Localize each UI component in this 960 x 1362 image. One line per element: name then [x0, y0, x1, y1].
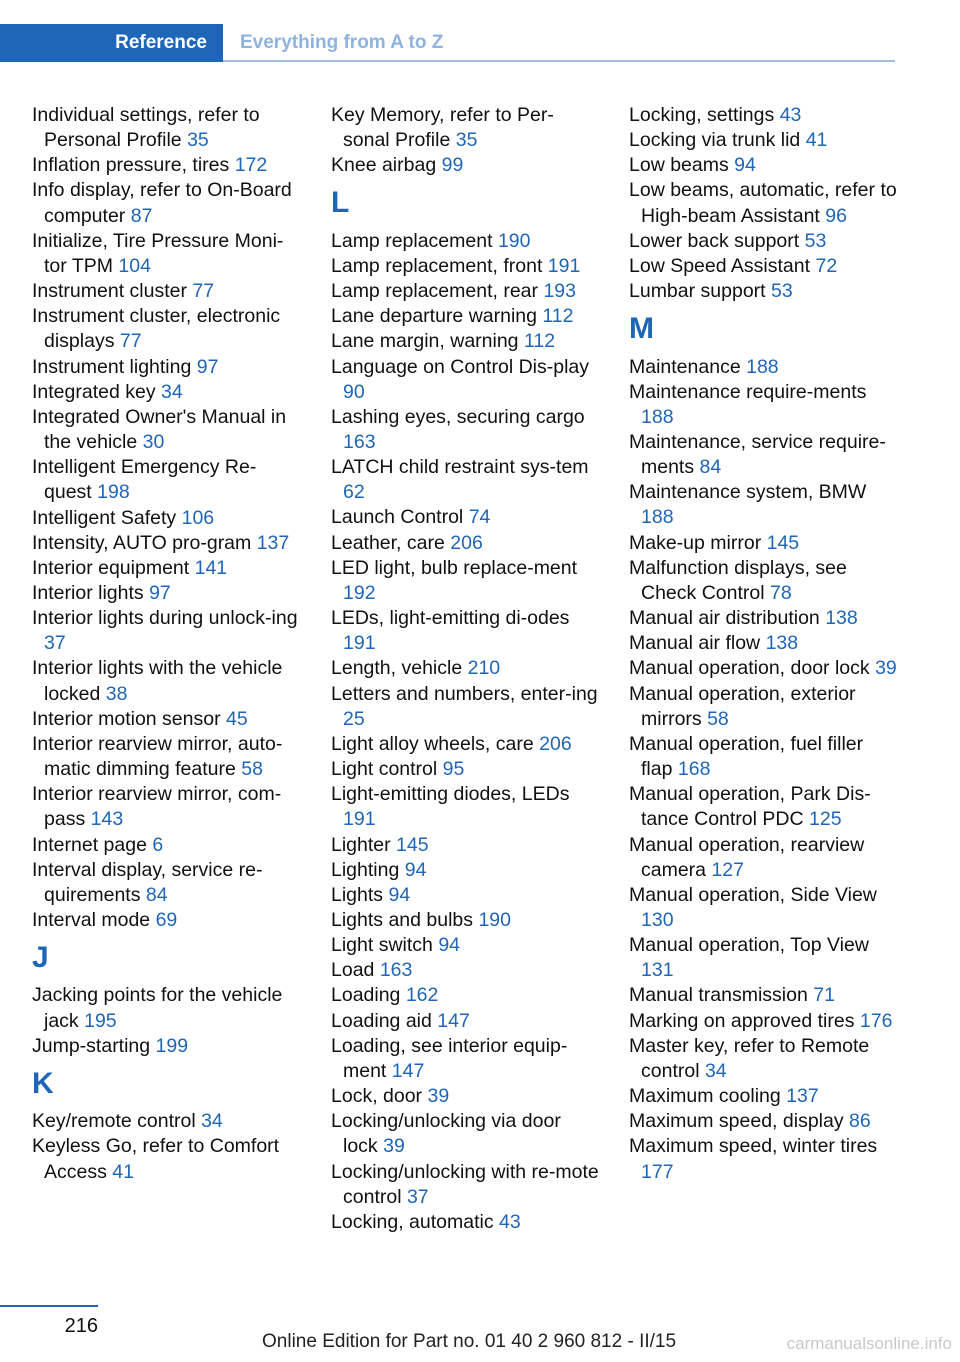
- index-term: Key/remote control: [32, 1110, 196, 1133]
- index-term: Interior lights with the vehicle locked: [32, 657, 283, 705]
- index-term: Interior motion sensor: [32, 707, 221, 730]
- chapter-tab: [240, 24, 443, 62]
- index-term: Inflation pressure, tires: [32, 154, 230, 177]
- page-reference-link[interactable]: 210: [467, 657, 501, 680]
- index-entry: [331, 279, 599, 304]
- index-term: Loading aid: [331, 1009, 432, 1032]
- index-term: Language on Control Dis-play: [331, 355, 589, 378]
- index-term: Instrument lighting: [32, 355, 192, 378]
- index-term: Interior rearview mirror, auto-matic dimming feature: [32, 732, 283, 781]
- page-reference-link[interactable]: 72: [815, 254, 838, 277]
- index-entry: [32, 833, 300, 858]
- index-entry: [32, 1134, 300, 1184]
- index-term: Lamp replacement: [331, 229, 493, 252]
- page-reference-link[interactable]: 195: [84, 1009, 117, 1032]
- index-term: Lane margin, warning: [331, 330, 519, 353]
- page-reference-link[interactable]: 34: [201, 1110, 223, 1133]
- index-term: Manual operation, rearview camera: [629, 833, 865, 881]
- index-term: Interior equipment: [32, 556, 190, 579]
- index-entry: [331, 405, 599, 455]
- page-reference-link[interactable]: 191: [343, 808, 376, 831]
- index-entry: [629, 983, 897, 1008]
- index-entry: [331, 1160, 599, 1210]
- index-entry: [629, 355, 897, 380]
- index-entry: [32, 405, 300, 455]
- index-column-2: [331, 103, 599, 1235]
- page-reference-link[interactable]: 206: [539, 732, 572, 755]
- index-entry: [629, 1109, 897, 1134]
- page-reference-link[interactable]: 163: [343, 431, 376, 454]
- page-reference-link[interactable]: 69: [155, 909, 178, 931]
- index-entry: [331, 229, 599, 254]
- page-reference-link[interactable]: 125: [809, 808, 842, 831]
- index-entry: [32, 229, 300, 279]
- index-term: Manual operation, Top View: [629, 934, 869, 957]
- index-entry: [331, 153, 599, 178]
- index-entry: [331, 606, 599, 656]
- index-entry: [331, 682, 599, 732]
- page-reference-link[interactable]: 71: [813, 984, 835, 1007]
- page-reference-link[interactable]: 35: [187, 129, 209, 152]
- page-reference-link[interactable]: 37: [44, 632, 66, 655]
- watermark: carmanualsonline.info: [786, 1334, 952, 1353]
- section-tab: [0, 24, 223, 62]
- index-term: Malfunction displays, see Check Control: [629, 556, 847, 604]
- chapter-label: Everything from A to Z: [240, 32, 444, 53]
- index-term: Low Speed Assistant: [629, 254, 811, 277]
- index-entry: [629, 556, 897, 606]
- index-entry: [331, 1034, 599, 1084]
- index-term: Lashing eyes, securing cargo: [331, 405, 585, 428]
- index-term: Lights and bulbs: [331, 908, 474, 931]
- index-term: Leather, care: [331, 531, 445, 554]
- index-entry: [629, 606, 897, 631]
- index-term: Locking, automatic: [331, 1210, 494, 1233]
- index-entry: [32, 455, 300, 505]
- page-reference-link[interactable]: 199: [155, 1034, 189, 1057]
- index-term: Locking, settings: [629, 104, 775, 126]
- index-entry: [629, 833, 897, 883]
- page-header: [0, 24, 895, 62]
- index-column-1: [32, 103, 300, 1185]
- index-column-3: [629, 103, 897, 1185]
- page-reference-link[interactable]: 37: [406, 1185, 429, 1208]
- page-reference-link[interactable]: 34: [161, 380, 183, 403]
- page-reference-link[interactable]: 86: [849, 1110, 871, 1133]
- index-entry: [629, 430, 897, 480]
- index-term: Manual transmission: [629, 984, 808, 1007]
- index-term: Maintenance: [629, 355, 741, 378]
- page-reference-link[interactable]: 141: [194, 556, 228, 579]
- index-term: Length, vehicle: [331, 657, 463, 680]
- page-reference-link[interactable]: 147: [391, 1059, 425, 1082]
- index-term: Maximum speed, display: [629, 1110, 844, 1133]
- index-entry: [32, 153, 300, 178]
- page-reference-link[interactable]: 90: [343, 380, 365, 403]
- page-reference-link[interactable]: 130: [641, 908, 674, 931]
- index-entry: [32, 581, 300, 606]
- page-reference-link[interactable]: 6: [152, 833, 164, 856]
- index-entry: [32, 656, 300, 706]
- page-reference-link[interactable]: 131: [641, 959, 674, 982]
- index-term: Low beams: [629, 154, 729, 177]
- index-entry: [629, 682, 897, 732]
- index-entry: [331, 858, 599, 883]
- page-reference-link[interactable]: 168: [677, 758, 711, 781]
- index-entry: [32, 279, 300, 304]
- index-entry: [331, 656, 599, 681]
- page-reference-link[interactable]: 198: [97, 481, 130, 504]
- page-reference-link[interactable]: 43: [779, 104, 802, 126]
- page-reference-link[interactable]: 39: [875, 657, 897, 680]
- page-reference-link[interactable]: 53: [771, 280, 793, 303]
- index-entry: [331, 556, 599, 606]
- page-reference-link[interactable]: 96: [825, 204, 847, 227]
- index-entry: [32, 178, 300, 228]
- index-term: Manual operation, exterior mirrors: [629, 682, 856, 730]
- index-term: Lock, door: [331, 1085, 423, 1108]
- index-term: Initialize, Tire Pressure Moni-tor TPM: [32, 229, 284, 277]
- page-reference-link[interactable]: 176: [859, 1009, 893, 1032]
- index-term: Lighter: [331, 833, 391, 856]
- page-reference-link[interactable]: 145: [766, 531, 800, 554]
- index-entry: [629, 279, 897, 304]
- index-entry: [32, 531, 300, 556]
- index-term: Maintenance, service require-ments: [629, 431, 886, 479]
- page-reference-link[interactable]: 97: [149, 581, 171, 604]
- index-entry: [32, 908, 300, 933]
- index-entry: [32, 380, 300, 405]
- index-entry: [331, 933, 599, 958]
- page-reference-link[interactable]: 30: [142, 431, 165, 454]
- index-term: Interior lights during unlock-ing: [32, 607, 298, 630]
- index-entry: [331, 983, 599, 1008]
- page-reference-link[interactable]: 84: [145, 883, 168, 906]
- page-reference-link[interactable]: 206: [450, 531, 483, 554]
- index-entry: [331, 833, 599, 858]
- edition-note: Online Edition for Part no. 01 40 2 960 812 - II/15: [262, 1331, 677, 1352]
- index-term: LATCH child restraint sys-tem: [331, 456, 589, 479]
- index-entry: [629, 1134, 897, 1184]
- page-reference-link[interactable]: 193: [543, 280, 576, 303]
- index-term: Intensity, AUTO pro-gram: [32, 531, 252, 554]
- index-entry: [331, 1109, 599, 1159]
- index-entry: [32, 707, 300, 732]
- index-term: Lane departure warning: [331, 305, 537, 328]
- index-entry: [32, 1109, 300, 1134]
- page-reference-link[interactable]: 25: [343, 707, 365, 730]
- page-reference-link[interactable]: 43: [499, 1210, 521, 1233]
- index-term: Make-up mirror: [629, 531, 762, 554]
- index-entry: [331, 958, 599, 983]
- index-term: Interval display, service re-quirements: [32, 858, 263, 906]
- index-term: Master key, refer to Remote control: [629, 1034, 870, 1082]
- index-term: Light control: [331, 758, 438, 781]
- page-reference-link[interactable]: 38: [105, 682, 128, 705]
- page-reference-link[interactable]: 99: [441, 154, 464, 177]
- page-reference-link[interactable]: 58: [707, 707, 729, 730]
- page-reference-link[interactable]: 137: [786, 1085, 819, 1108]
- index-letter-heading: M: [629, 312, 654, 346]
- index-entry: [629, 178, 897, 228]
- index-entry: [331, 757, 599, 782]
- index-term: LED light, bulb replace-ment: [331, 556, 578, 579]
- index-entry: [629, 103, 897, 128]
- page-reference-link[interactable]: 87: [130, 204, 153, 227]
- header-divider: [223, 60, 895, 62]
- index-term: Launch Control: [331, 506, 464, 529]
- index-term: Interior lights: [32, 581, 144, 604]
- index-letter-heading: L: [331, 186, 350, 220]
- index-term: Key Memory, refer to Per-sonal Profile: [331, 104, 554, 152]
- page-reference-link[interactable]: 34: [704, 1059, 727, 1082]
- index-entry: [32, 506, 300, 531]
- page-reference-link[interactable]: 77: [192, 280, 215, 303]
- page-reference-link[interactable]: 147: [437, 1009, 470, 1032]
- index-term: Integrated Owner's Manual in the vehicle: [32, 405, 287, 454]
- index-term: Info display, refer to On-Board computer: [32, 179, 292, 227]
- index-term: Lamp replacement, rear: [331, 280, 539, 303]
- index-term: Manual air distribution: [629, 607, 820, 630]
- page-reference-link[interactable]: 190: [478, 908, 511, 931]
- section-label: Reference: [115, 32, 207, 53]
- page-reference-link[interactable]: 162: [405, 984, 439, 1007]
- page-reference-link[interactable]: 39: [383, 1135, 405, 1158]
- page-reference-link[interactable]: 188: [746, 355, 779, 378]
- page-reference-link[interactable]: 163: [379, 959, 413, 982]
- index-entry: [331, 1084, 599, 1109]
- index-term: Light alloy wheels, care: [331, 732, 534, 755]
- index-entry: [32, 1034, 300, 1059]
- page-reference-link[interactable]: 145: [396, 833, 429, 856]
- index-entry: [331, 103, 599, 153]
- page-reference-link[interactable]: 41: [805, 129, 828, 152]
- index-term: Loading: [331, 984, 401, 1007]
- index-entry: [629, 782, 897, 832]
- index-entry: [629, 631, 897, 656]
- index-term: Jump-starting: [32, 1034, 151, 1057]
- index-term: Intelligent Emergency Re-quest: [32, 456, 257, 504]
- index-term: Intelligent Safety: [32, 506, 177, 529]
- index-entry: [629, 480, 897, 530]
- index-term: Loading, see interior equip-ment: [331, 1034, 568, 1082]
- index-entry: [32, 606, 300, 656]
- index-term: Integrated key: [32, 380, 156, 403]
- page-reference-link[interactable]: 172: [234, 154, 268, 177]
- page-reference-link[interactable]: 143: [90, 808, 124, 831]
- index-entry: [629, 1084, 897, 1109]
- index-term: Low beams, automatic, refer to High-beam Assistant: [629, 179, 897, 227]
- index-term: LEDs, light-emitting di-odes: [331, 607, 570, 630]
- page-reference-link[interactable]: 53: [804, 229, 827, 252]
- index-entry: [331, 254, 599, 279]
- index-entry: [629, 732, 897, 782]
- page-reference-link[interactable]: 39: [427, 1085, 450, 1108]
- index-entry: [331, 908, 599, 933]
- page-reference-link[interactable]: 188: [641, 405, 674, 428]
- index-term: Manual operation, Park Dis-tance Control PDC: [629, 783, 871, 831]
- index-term: Maximum speed, winter tires: [629, 1135, 878, 1158]
- index-term: Maintenance system, BMW: [629, 481, 867, 504]
- index-term: Load: [331, 959, 375, 982]
- index-term: Light switch: [331, 934, 433, 957]
- index-term: Locking/unlocking with re-mote control: [331, 1160, 599, 1208]
- index-term: Manual operation, Side View: [629, 883, 877, 906]
- index-entry: [629, 933, 897, 983]
- page-reference-link[interactable]: 138: [765, 632, 799, 655]
- page-reference-link[interactable]: 95: [442, 758, 465, 781]
- index-term: Manual operation, fuel filler flap: [629, 732, 864, 781]
- index-term: Individual settings, refer to Personal Profile: [32, 104, 260, 152]
- index-entry: [32, 858, 300, 908]
- index-term: Locking/unlocking via door lock: [331, 1110, 561, 1158]
- index-entry: [32, 782, 300, 832]
- index-entry: [629, 1009, 897, 1034]
- page-number: 216: [64, 1315, 98, 1337]
- index-entry: [331, 883, 599, 908]
- index-entry: [629, 380, 897, 430]
- page-reference-link[interactable]: 35: [455, 129, 478, 152]
- page-reference-link[interactable]: 192: [343, 581, 376, 604]
- index-term: Maintenance require-ments: [629, 380, 867, 403]
- index-term: Light-emitting diodes, LEDs: [331, 783, 570, 806]
- index-entry: [331, 329, 599, 354]
- footer-divider: [0, 1305, 98, 1307]
- index-term: Marking on approved tires: [629, 1009, 855, 1032]
- index-term: Lower back support: [629, 229, 800, 252]
- index-entry: [331, 505, 599, 530]
- index-entry: [629, 254, 897, 279]
- index-entry: [331, 1009, 599, 1034]
- index-entry: [629, 883, 897, 933]
- index-term: Internet page: [32, 833, 147, 856]
- index-term: Lamp replacement, front: [331, 254, 543, 277]
- index-entry: [331, 1210, 599, 1235]
- index-term: Instrument cluster, electronic displays: [32, 305, 281, 353]
- index-letter-heading: J: [32, 941, 49, 975]
- page-reference-link[interactable]: 112: [523, 330, 556, 353]
- index-entry: [629, 128, 897, 153]
- index-entry: [331, 732, 599, 757]
- page-reference-link[interactable]: 97: [196, 355, 219, 378]
- page-reference-link[interactable]: 84: [699, 456, 722, 479]
- index-term: Interior rearview mirror, com-pass: [32, 783, 282, 831]
- page-reference-link[interactable]: 188: [641, 506, 674, 529]
- page-reference-link[interactable]: 137: [256, 531, 290, 554]
- page-reference-link[interactable]: 112: [542, 305, 574, 328]
- index-term: Knee airbag: [331, 154, 437, 177]
- page-reference-link[interactable]: 94: [388, 883, 411, 906]
- index-term: Maximum cooling: [629, 1085, 781, 1108]
- index-entry: [32, 983, 300, 1033]
- page-reference-link[interactable]: 104: [118, 254, 151, 277]
- index-term: Keyless Go, refer to Comfort Access: [32, 1135, 280, 1183]
- index-entry: [32, 732, 300, 782]
- page-reference-link[interactable]: 94: [404, 858, 427, 881]
- index-term: Manual air flow: [629, 632, 761, 655]
- page-reference-link[interactable]: 62: [343, 481, 365, 504]
- index-entry: [32, 304, 300, 354]
- index-entry: [629, 229, 897, 254]
- index-entry: [32, 556, 300, 581]
- page-reference-link[interactable]: 191: [547, 254, 581, 277]
- index-term: Instrument cluster: [32, 280, 187, 303]
- page-reference-link[interactable]: 58: [241, 758, 263, 781]
- page-reference-link[interactable]: 45: [226, 707, 248, 730]
- page-reference-link[interactable]: 127: [711, 858, 744, 881]
- index-entry: [331, 304, 599, 329]
- index-entry: [32, 103, 300, 153]
- index-term: Lights: [331, 883, 384, 906]
- index-term: Jacking points for the vehicle jack: [32, 984, 283, 1032]
- page-reference-link[interactable]: 138: [825, 607, 858, 630]
- page-reference-link[interactable]: 191: [343, 632, 376, 655]
- index-entry: [629, 1034, 897, 1084]
- page-reference-link[interactable]: 78: [769, 581, 792, 604]
- index-entry: [331, 355, 599, 405]
- page-reference-link[interactable]: 94: [438, 934, 461, 957]
- page-reference-link[interactable]: 94: [734, 154, 756, 177]
- index-term: Locking via trunk lid: [629, 129, 801, 152]
- index-entry: [629, 656, 897, 681]
- index-entry: [629, 153, 897, 178]
- page-reference-link[interactable]: 190: [497, 229, 531, 252]
- index-entry: [629, 531, 897, 556]
- index-term: Interval mode: [32, 909, 151, 931]
- index-entry: [331, 782, 599, 832]
- page-reference-link[interactable]: 106: [181, 506, 215, 529]
- index-entry: [32, 355, 300, 380]
- index-term: Lighting: [331, 858, 400, 881]
- page-reference-link[interactable]: 77: [119, 330, 142, 353]
- index-entry: [331, 455, 599, 505]
- index-letter-heading: K: [32, 1066, 54, 1100]
- index-entry: [331, 531, 599, 556]
- page-reference-link[interactable]: 177: [641, 1160, 674, 1183]
- page-reference-link[interactable]: 41: [112, 1160, 134, 1183]
- page-reference-link[interactable]: 74: [468, 506, 491, 529]
- index-term: Manual operation, door lock: [629, 657, 870, 680]
- index-term: Lumbar support: [629, 280, 766, 303]
- index-term: Letters and numbers, enter-ing: [331, 682, 598, 705]
